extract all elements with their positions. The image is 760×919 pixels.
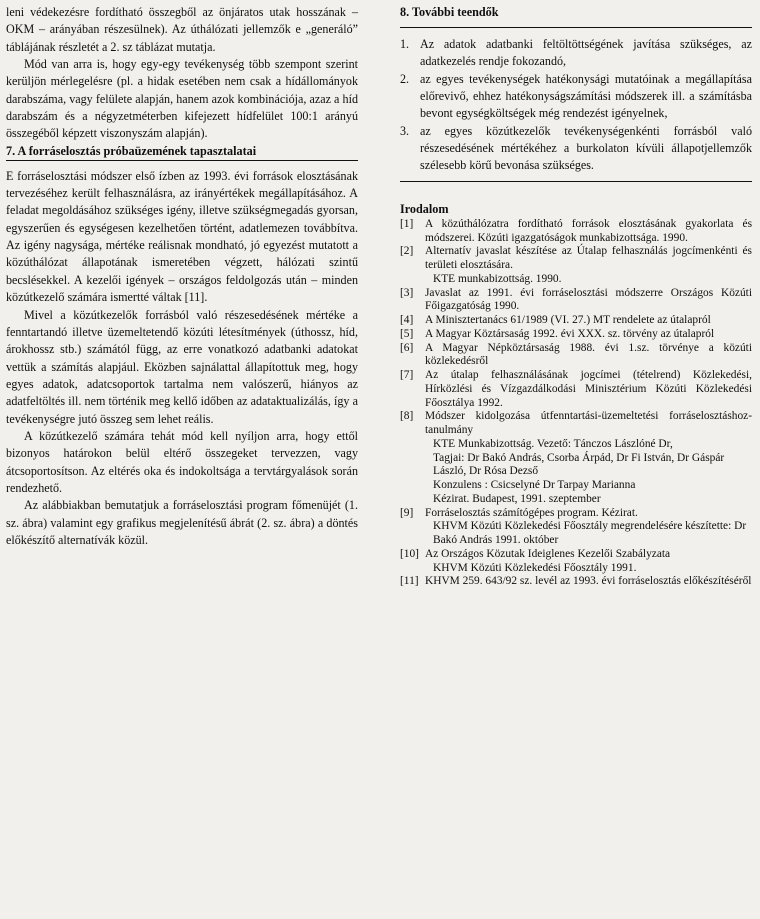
reference-line: KHVM Közúti Közlekedési Főosztály megrendelésére készítette: Dr Bakó András 1991. október: [433, 520, 747, 546]
section-divider: [6, 160, 358, 161]
reference-item: [400, 575, 752, 589]
reference-line: Az útalap felhasználásának jogcímei (tételrend) Közlekedési, Hírközlési és Vízgazdálkodási Minisztérium Közúti Közlekedési Főosztálya 1992.: [425, 369, 752, 409]
reference-number: [7]: [400, 369, 414, 381]
todo-list: [400, 36, 752, 175]
reference-number: [6]: [400, 341, 414, 354]
reference-item: [400, 342, 752, 370]
todo-text: az egyes tevékenységek hatékonysági mutatóinak a megállapítása előrevivő, ehhez hatékonyságszámítási módszerek ill. a számításba bevont egységköltségek még rendezést igényelnek,: [420, 71, 752, 121]
todo-number: 1.: [400, 37, 410, 51]
todo-item: [400, 71, 752, 123]
reference-item: [400, 245, 752, 286]
reference-line: A Magyar Köztársaság 1992. évi XXX. sz. törvény az útalapról: [425, 327, 715, 340]
references-heading: Irodalom: [400, 201, 449, 216]
todo-text: Az adatok adatbanki feltöltöttségének javítása szükséges, az adatkezelés rendje fokozandó,: [420, 37, 752, 69]
reference-number: [5]: [400, 327, 414, 340]
reference-line: A Minisztertanács 61/1989 (VI. 27.) MT rendelete az útalapról: [425, 314, 711, 326]
reference-line: KHVM Közúti Közlekedési Főosztály 1991.: [433, 561, 637, 574]
reference-number: [8]: [400, 410, 414, 423]
reference-item: [400, 314, 752, 328]
reference-item: [400, 328, 752, 342]
reference-line: KHVM 259. 643/92 sz. levél az 1993. évi forráselosztás előkészítéséről: [425, 575, 752, 588]
reference-line: KTE munkabizottság. 1990.: [433, 272, 562, 285]
paragraph-first-use: E forráselosztási módszer első ízben az 1993. évi források elosztásának tervezéséhez került felhasználásra, az irányértékek megállapításához. A feladat megoldásához szükséges igény, illetve szükségmegadás gyorsan, egyszerűen és egységesen kezelhetően történt, adatlemezen továbbítva. Az igény nagysága, mértéke reálisnak mondható, jó egyezést mutatott a közúthálózat állapotának ismeretében végzett, hálózati szintű becslésekkel. A kezelői igények – országos feldolgozás után – minden közútkezelő számára ismertté váltak [11].: [6, 168, 358, 305]
todo-number: 3.: [400, 123, 410, 138]
reference-line: A Magyar Népköztársaság 1988. évi 1.sz. törvénye a közúti közlekedésről: [425, 341, 752, 368]
reference-line: Kézirat. Budapest, 1991. szeptember: [433, 492, 601, 505]
left-column: [6, 4, 358, 549]
reference-number: [2]: [400, 245, 414, 258]
section-7-heading: 7. A forráselosztás próbaüzemének tapasztalatai: [6, 143, 257, 158]
reference-line: Javaslat az 1991. évi forráselosztási módszerre Országos Közúti Főigazgatóság 1990.: [425, 286, 752, 313]
reference-line: Alternatív javaslat készítése az Útalap felhasználás jogcímenkénti és területi elosztására.: [425, 245, 752, 271]
reference-line: Konzulens : Csicselyné Dr Tarpay Marianna: [433, 479, 636, 491]
section-8-heading: 8. További teendők: [400, 5, 499, 19]
reference-number: [9]: [400, 506, 414, 519]
reference-line: Módszer kidolgozása útfenntartási-üzemeltetési forráselosztáshoz-tanulmány: [425, 410, 752, 436]
todo-number: 2.: [400, 71, 410, 86]
reference-number: [4]: [400, 314, 414, 326]
right-column: [400, 4, 752, 589]
paragraph-data-quality: Mivel a közútkezelők forrásból való részesedésének mértéke a fenntartandó illetve üzemeltetendő közúti létesítmények (úthossz, híd, árokhossz stb.) számától függ, az erre vonatkozó adatbanki adatokat vettük a számítás alapjául. Eközben sajnálattal állapítottuk meg, hogy egyes adatok, adatcsoportok tartalma nem valószerű, hiányos az adatfeltöltés ill. nem történik meg kellő időben az adataktualizálás, így a tevékenységre jutó összeg sem lehet reális.: [6, 307, 358, 426]
reference-item: [400, 369, 752, 410]
todo-text: az egyes közútkezelők tevékenységenkénti forrásból való részesedésének mértékéhez a burkolaton kívüli állapotjellemzők szélesebb körű bevonása szükséges.: [420, 123, 752, 173]
reference-number: [11]: [400, 575, 419, 588]
paragraph-hidak: Mód van arra is, hogy egy-egy tevékenység több szempont szerint kerüljön mérlegelésre (pl. a hidak esetében nem csak a hídállományok darabszáma, vagy felülete alapján, hanem azok kombinációja, azaz a híd darabszám és a négyzetméterben kifejezett hídfelület 100:1 arányú összegéből képzett viszonyszám alapján).: [6, 57, 358, 141]
references-list: [400, 218, 752, 589]
paragraph-figures: Az alábbiakban bemutatjuk a forráselosztási program főmenüjét (1. sz. ábra) valamint egy grafikus megjelenítésű ábrát (2. sz. ábra) a döntés előkészítő alternatívák közül.: [6, 498, 358, 547]
section-divider: [400, 27, 752, 28]
reference-number: [3]: [400, 286, 414, 299]
paragraph-deviation: A közútkezelő számára tehát mód kell nyíljon arra, hogy ettől bizonyos határokon belül eltérő összegeket tervezzen, vagy átcsoportosítson. Az eltérés oka és indokoltsága a tervtárgyalások során rendezhető.: [6, 428, 358, 495]
reference-line: KTE Munkabizottság. Vezető: Tánczos Lászlóné Dr,: [433, 437, 673, 450]
reference-item: [400, 507, 752, 548]
reference-line: Az Országos Közutak Ideiglenes Kezelői Szabályzata: [425, 547, 671, 560]
reference-item: [400, 410, 752, 506]
reference-item: [400, 218, 752, 246]
paragraph-continuation: leni védekezésre fordítható összegből az önjáratos utak hosszának – OKM – arányában részesülnek). Az úthálózati jellemzők e „generáló” táblájának részletét a 2. sz táblázat mutatja.: [6, 5, 358, 54]
todo-item: [400, 123, 752, 175]
reference-line: A közúthálózatra fordítható források elosztásának gyakorlata és módszerei. Közúti igazgatóságok munkabizottsága. 1990.: [425, 217, 752, 244]
reference-item: [400, 548, 752, 576]
section-divider: [400, 181, 752, 182]
reference-item: [400, 287, 752, 315]
todo-item: [400, 36, 752, 71]
reference-line: Forráselosztás számítógépes program. Kézirat.: [425, 506, 638, 519]
reference-number: [1]: [400, 217, 414, 230]
reference-line: Tagjai: Dr Bakó András, Csorba Árpád, Dr Fi István, Dr Gáspár László, Dr Rósa Dezső: [433, 451, 725, 478]
reference-number: [10]: [400, 547, 419, 560]
